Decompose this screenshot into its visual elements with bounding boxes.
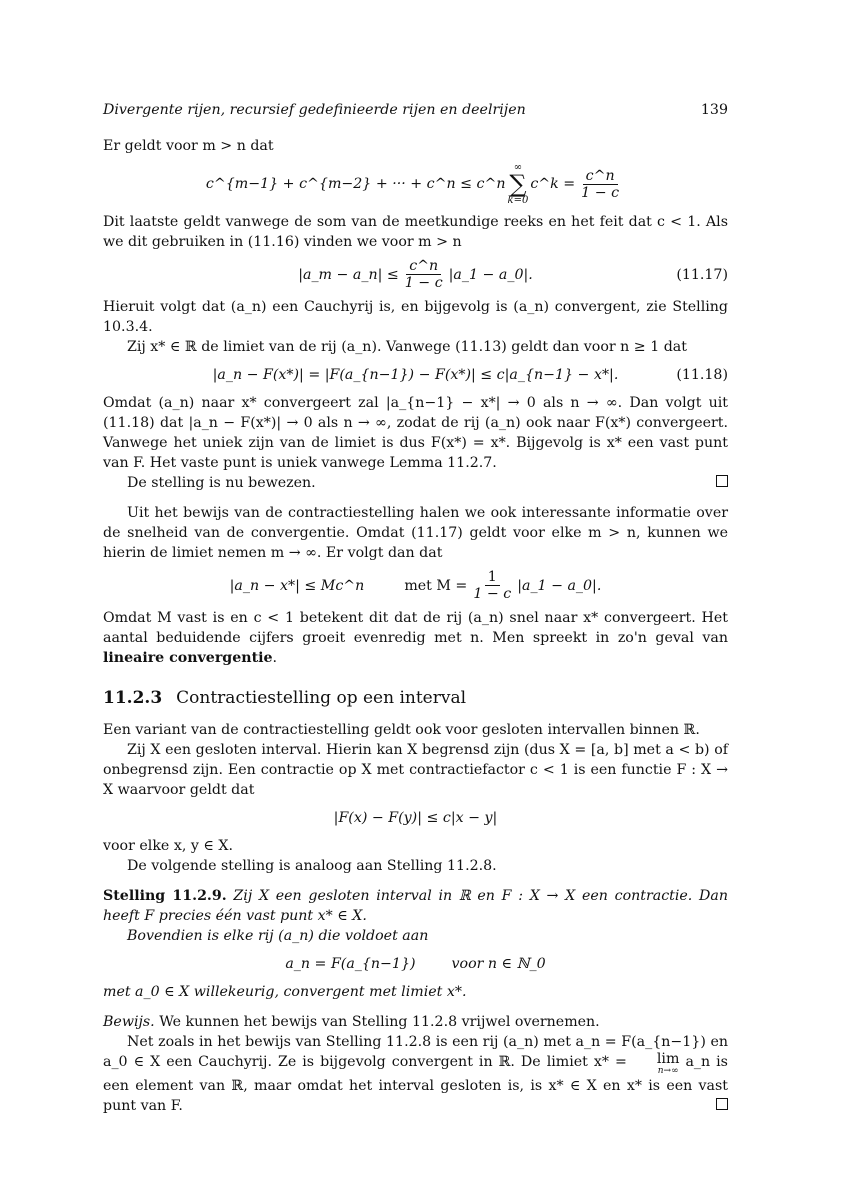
fraction: $\frac{c\^{}n}{1 - c}$ [404,258,443,291]
paragraph: Zij x* ∈ ℝ de limiet van de rij (a_n). Vanwege (11.13) geldt dan voor n ≥ 1 dat [127,339,687,355]
theorem: Stelling 11.2.9. Zij X een gesloten interval in ℝ en F : X → X een contractie. Dan heeft F precies één vast punt x* ∈ X. [103,888,728,924]
theorem-continued: Bovendien is elke rij (a_n) die voldoet aan [127,928,429,944]
paragraph: Er geldt voor m > n dat [103,138,274,154]
equation-tag: (11.17) [676,266,728,283]
proof: Bewijs. We kunnen het bewijs van Stelling 11.2.8 vrijwel overnemen. [103,1014,600,1030]
running-title: Divergente rijen, recursief gedefinieerde rijen en deelrijen [103,102,526,118]
fraction: $\frac{c\^{}n}{1 - c}$ [581,167,620,201]
paragraph: Zij X een gesloten interval. Hierin kan X begrensd zijn (dus X = [a, b] met a < b) of onbegrensd zijn. Een contractie op X met contractiefactor c < 1 is een functie F : X → X waarvoor geldt dat [103,742,728,798]
equation-contraction: |F(x) − F(y)| ≤ c|x − y| [333,810,498,826]
summation: ∞ ∑ k=0 [507,162,529,206]
eq-lhs: c^{m−1} + c^{m−2} + ··· + c^n ≤ c^n [205,176,506,192]
paragraph: Een variant van de contractiestelling geldt ook voor gesloten intervallen binnen ℝ. [103,722,700,738]
limit-operator: lim n→∞ [656,1051,680,1076]
paragraph: voor elke x, y ∈ X. [103,838,233,854]
paragraph: De stelling is nu bewezen. [103,473,728,493]
equation-recursion: a_n = F(a_{n−1}) voor n ∈ ℕ_0 [285,956,546,972]
paragraph: De volgende stelling is analoog aan Stelling 11.2.8. [127,858,497,874]
running-header [103,100,728,120]
fraction: $\frac{1}{1 - c}$ [473,569,512,602]
paragraph: Hieruit volgt dat (a_n) een Cauchyrij is, en bijgevolg is (a_n) convergent, zie Stelling 10.3.4. [103,299,728,335]
paragraph: Dit laatste geldt vanwege de som van de meetkundige reeks en het feit dat c < 1. Als we dit gebruiken in (11.16) vinden we voor m > n [103,214,728,250]
paragraph: Omdat M vast is en c < 1 betekent dit dat de rij (a_n) snel naar x* convergeert. Het aantal beduidende cijfers groeit evenredig met n. Men spreekt in zo'n geval van lineaire convergentie. [103,610,728,666]
page-number: 139 [700,102,728,118]
section-title: Contractiestelling op een interval [176,688,467,708]
equation-tag: (11.18) [676,367,728,383]
proof-paragraph: Net zoals in het bewijs van Stelling 11.2.8 is een rij (a_n) met a_n = F(a_{n−1}) en a_0 ∈ X een Cauchyrij. Ze is bijgevolg convergent in ℝ. De limiet x* = lim n→∞ a_n is een element van ℝ, maar omdat het interval gesloten is, is x* ∈ X en x* is een vast punt van F. [103,1034,728,1114]
paragraph: Omdat (a_n) naar x* convergeert zal |a_{n−1} − x*| → 0 als n → ∞. Dan volgt uit (11.18) dat |a_n − F(x*)| → 0 als n → ∞, zodat de rij (a_n) ook naar F(x*) convergeert. Vanwege het uniek zijn van de limiet is dus F(x*) = x*. Bijgevolg is x* een vast punt van F. Het vaste punt is uniek vanwege Lemma 11.2.7. [103,395,728,471]
paragraph: Uit het bewijs van de contractiestelling halen we ook interessante informatie over de snelheid van de convergentie. Omdat (11.17) geldt voor elke m > n, kunnen we hierin de limiet nemen m → ∞. Er volgt dan dat [103,505,728,561]
qed-icon [692,1096,728,1116]
proof-label: Bewijs. [103,1014,155,1030]
equation-11-17: |a_m − a_n| ≤ $\frac{c\^{}n}{1 - c}$ |a_1 − a_0|. (11.17) [298,258,728,291]
equation-11-18: |a_n − F(x*)| = |F(a_{n−1}) − F(x*)| ≤ c|a_{n−1} − x*|. (11.18) [212,367,728,383]
equation-linear-rate: |a_n − x*| ≤ Mc^n met M = $\frac{1}{1 - c}$ |a_1 − a_0|. [229,569,602,602]
theorem-continued: met a_0 ∈ X willekeurig, convergent met limiet x*. [103,984,467,1000]
equation-geometric-sum: c^{m−1} + c^{m−2} + ··· + c^n ≤ c^n ∞ ∑ k=0 c^k = $\frac{c\^{}n}{1 - c}$ [103,162,728,206]
term-definition: lineaire convergentie [103,650,273,666]
section-number: 11.2.3 [103,688,163,708]
section-heading [103,688,728,708]
sigma-icon: ∑ [509,170,527,198]
theorem-label: Stelling 11.2.9. [103,888,227,904]
page [103,100,728,1116]
qed-icon [692,473,728,493]
